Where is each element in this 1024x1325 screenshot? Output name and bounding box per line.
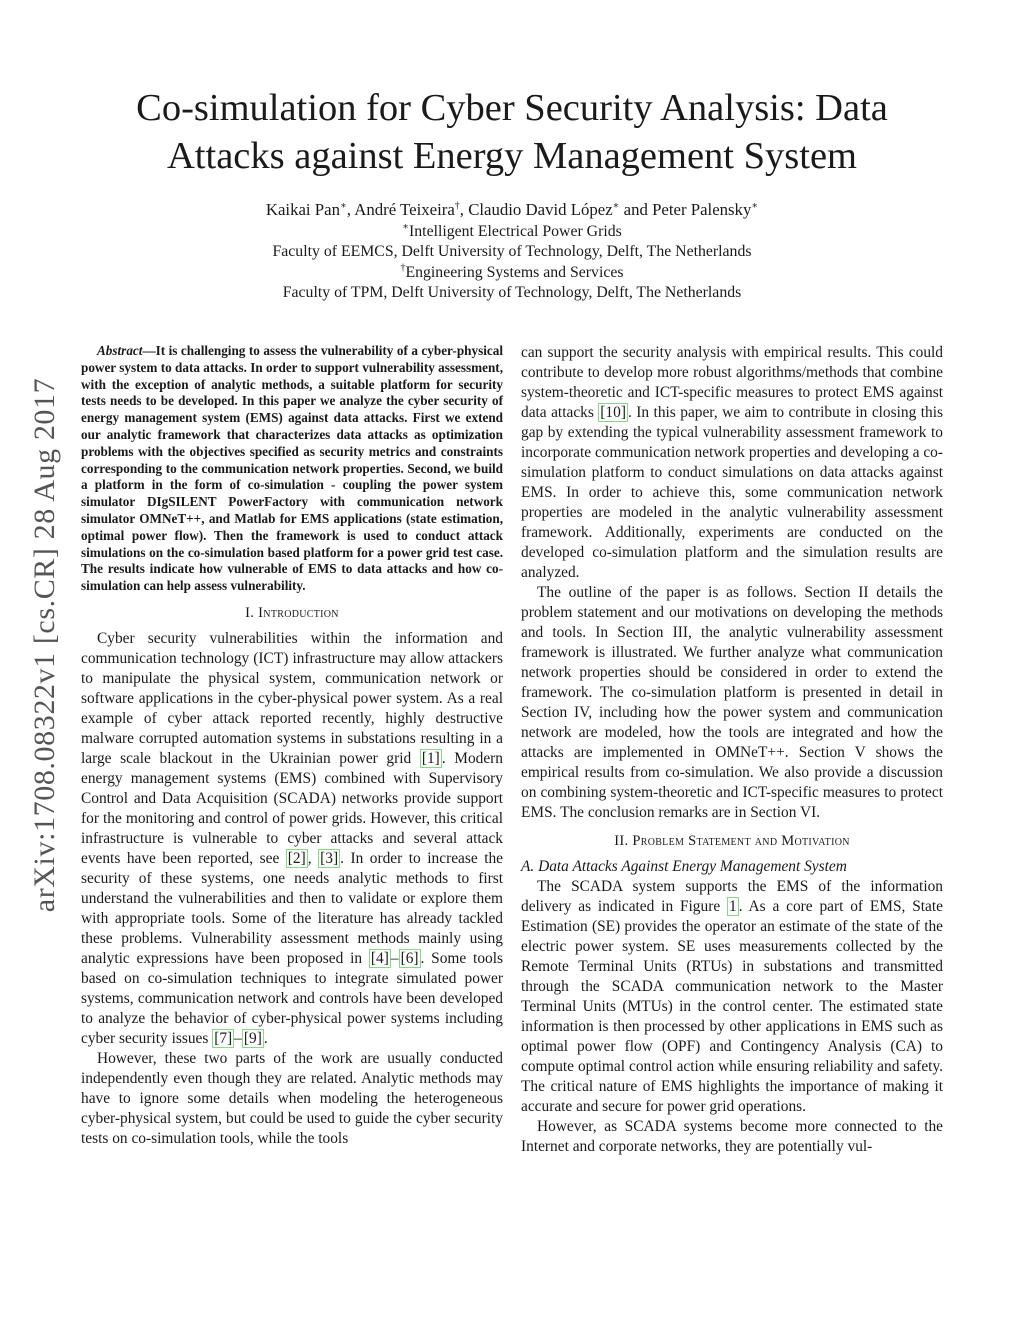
paper-title: [80, 84, 944, 180]
section-number: II.: [614, 833, 629, 849]
intro-paragraph-2: However, these two parts of the work are usually conducted independently even though they are related. Analytic methods may have to ignore some details when modeling the heterogeneous cyber-physical system, but could be used to guide the cyber security tests on co-simulation tools, while the tools: [81, 1049, 503, 1147]
citation-link[interactable]: [3]: [320, 849, 339, 867]
citation-link[interactable]: [1]: [421, 749, 440, 767]
text-span: –: [390, 949, 399, 967]
affiliation-1-address: Faculty of EEMCS, Delft University of Technology, Delft, The Netherlands: [272, 243, 752, 260]
text-span: .: [263, 1029, 268, 1047]
intro-paragraph-continued: [521, 343, 943, 583]
affiliation-2-address: Faculty of TPM, Delft University of Technology, Delft, The Netherlands: [282, 284, 742, 301]
text-span: can support the security analysis with empirical results. This could contribute to develop more robust algorithms/methods that combine system-theoretic and ICT-specific measures to protect EMS against data attacks: [521, 344, 943, 421]
text-span: –: [234, 1029, 242, 1047]
scada-paragraph-2: However, as SCADA systems become more connected to the Internet and corporate networks, they are potentially vul-: [521, 1118, 943, 1155]
citation-link[interactable]: [7]: [214, 1029, 233, 1047]
subsection-heading: A. Data Attacks Against Energy Management System: [521, 858, 847, 875]
title-line-2: Attacks against Energy Management System: [167, 135, 857, 177]
section-title: Introduction: [258, 604, 339, 621]
scada-paragraph: [521, 877, 943, 1117]
section-number: I.: [245, 604, 255, 621]
abstract-label: Abstract: [97, 343, 143, 358]
text-span: . Some tools based on co-simulation techniques to integrate simulated power systems, communication network and controls have been developed to analyze the behavior of cyber-physical power systems including cyber security issues: [81, 949, 503, 1047]
intro-paragraph-1: [81, 629, 503, 1049]
author-2-mark: †: [454, 200, 460, 212]
author-1-mark: ∗: [339, 200, 347, 212]
citation-link[interactable]: [10]: [600, 404, 626, 421]
author-names: [120, 200, 904, 221]
citation-link[interactable]: [9]: [243, 1029, 262, 1047]
author-4-mark: ∗: [751, 200, 759, 212]
text-span: The SCADA system supports the EMS of the information delivery as indicated in Figure: [521, 878, 943, 915]
text-span: Cyber security vulnerabilities within the information and communication technology (ICT) infrastructure may allow attackers to manipulate the physical system, communication network or software applications in the cyber-physical power system. As a real example of cyber attack reported recently, highly destructive malware corrupted automation systems in substations resulting in a large scale blackout in the Ukrainian power grid: [81, 629, 503, 767]
figure-link[interactable]: 1: [729, 898, 737, 915]
affiliation-1-name: Intelligent Electrical Power Grids: [409, 222, 622, 240]
text-span: . Modern energy management systems (EMS) combined with Supervisory Control and Data Acquisition (SCADA) networks provide support for the monitoring and control of power grids. However, this critical infrastructure is vulnerable to cyber attacks and several attack events have been reported, see: [81, 749, 503, 867]
section-heading-problem-statement: [521, 831, 943, 851]
author-1: Kaikai Pan: [265, 200, 340, 219]
author-3-mark: ∗: [612, 200, 620, 212]
affiliation-1: [120, 222, 904, 243]
arxiv-identifier: arXiv:1708.08322v1 [cs.CR] 28 Aug 2017: [28, 377, 61, 913]
text-span: . As a core part of EMS, State Estimation (SE) provides the operator an estimate of the state of the electric power system. SE uses measurements collected by the Remote Terminal Units (RTUs) in substations and transmitted through the SCADA communication network to the Master Terminal Units (MTUs) in the control center. The estimated state information is then processed by other applications in EMS such as optimal power flow (OPF) and Contingency Analysis (CA) to compute optimal control action while ensuring reliability and safety. The critical nature of EMS highlights the importance of making it accurate and secure for power grid operations.: [521, 898, 943, 1115]
abstract: [81, 343, 503, 595]
text-span: . In order to increase the security of these systems, one needs analytic methods to first understand the vulnerabilities and then to validate or explore them with appropriate tools. Some of the literature has already tackled these problems. Vulnerability assessment methods mainly using analytic expressions have been proposed in: [81, 849, 503, 967]
text-span: . In this paper, we aim to contribute in closing this gap by extending the typical vulnerability assessment framework to incorporate communication network properties and developing a co-simulation platform to conduct simulations on data attacks against EMS. In order to achieve this, some communication network properties are modeled in the analytic vulnerability assessment framework. Additionally, experiments are conducted on the developed co-simulation platform and the simulation results are analyzed.: [521, 404, 943, 581]
citation-link[interactable]: [6]: [400, 949, 419, 967]
text-span: ,: [307, 849, 319, 867]
affiliation-2: [120, 263, 904, 284]
affiliation-2-mark: †: [400, 262, 406, 274]
right-column: [521, 343, 943, 1157]
outline-paragraph: The outline of the paper is as follows. Section II details the problem statement and our motivations on developing the methods and tools. In Section III, the analytic vulnerability assessment framework is illustrated. We further analyze what communication network properties should be considered in order to extend the framework. The co-simulation platform is presented in detail in Section IV, including how the power system and communication network are modeled, how the tools are integrated and how the attacks are implemented in OMNeT++. Section V shows the empirical results from co-simulation. We also provide a discussion on combining system-theoretic and ICT-specific measures to protect EMS. The conclusion remarks are in Section VI.: [521, 584, 943, 821]
left-column: [81, 343, 503, 1149]
section-title: Problem Statement and Motivation: [632, 833, 850, 849]
citation-link[interactable]: [4]: [370, 949, 389, 967]
arxiv-stamp: [20, 345, 70, 945]
section-heading-introduction: [81, 603, 503, 623]
abstract-text: —It is challenging to assess the vulnerability of a cyber-physical power system to data attacks. In order to support vulnerability assessment, with the exception of analytic methods, a suitable platform for security tests needs to be developed. In this paper we analyze the cyber security of energy management system (EMS) against data attacks. First we extend our analytic framework that characterizes data attacks as optimization problems with the objectives specified as security metrics and constraints corresponding to the communication network properties. Second, we build a platform in the form of co-simulation - coupling the power system simulator DIgSILENT PowerFactory with communication network simulator OMNeT++, and Matlab for EMS applications (state estimation, optimal power flow). Then the framework is used to conduct attack simulations on the co-simulation based platform for a power grid test case. The results indicate how vulnerable of EMS to data attacks and how co-simulation can help assess vulnerability.: [81, 343, 503, 594]
affiliation-2-name: Engineering Systems and Services: [405, 263, 624, 281]
affiliation-1-mark: ∗: [402, 221, 410, 233]
author-block: [120, 200, 904, 304]
title-line-1: Co-simulation for Cyber Security Analysis: Data: [136, 87, 888, 129]
author-2: , André Teixeira: [346, 200, 455, 219]
citation-link[interactable]: [2]: [287, 849, 306, 867]
author-3: , Claudio David López: [459, 200, 613, 219]
author-4: and Peter Palensky: [619, 200, 752, 219]
